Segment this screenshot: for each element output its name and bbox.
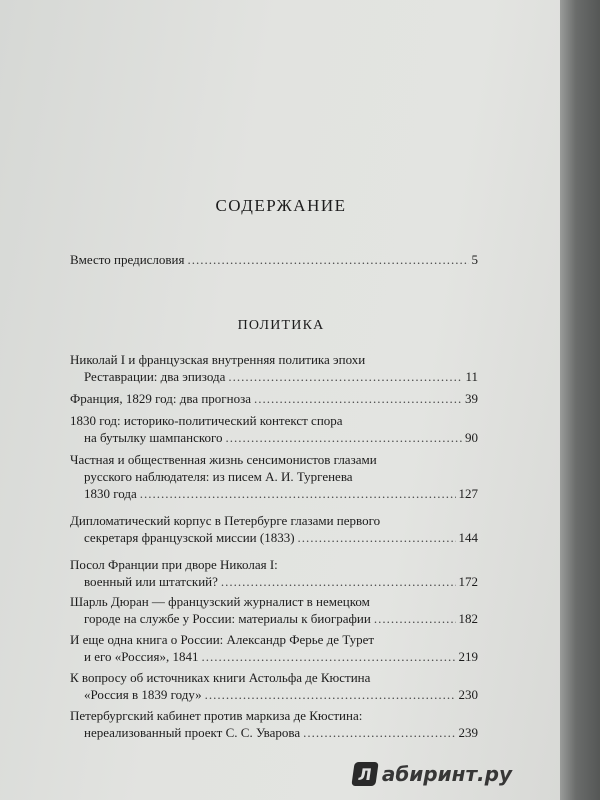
toc-entry bbox=[70, 631, 478, 665]
toc-entry-line: Петербургский кабинет против маркиза де Кюстина: bbox=[70, 708, 363, 723]
toc-entry-text: Вместо предисловия bbox=[70, 252, 185, 267]
page-title: СОДЕРЖАНИЕ bbox=[215, 196, 347, 215]
toc-page-number: 219 bbox=[458, 649, 478, 664]
page-edge-shadow bbox=[560, 0, 600, 800]
leader-dots bbox=[205, 686, 456, 703]
toc-entry bbox=[70, 556, 478, 590]
leader-dots bbox=[303, 724, 455, 741]
toc-entry-line: секретаря французской миссии (1833) bbox=[84, 530, 295, 545]
toc-entry-line: Франция, 1829 год: два прогноза bbox=[70, 391, 252, 406]
toc-entry bbox=[70, 351, 478, 385]
watermark-logo bbox=[353, 762, 512, 786]
leader-dots bbox=[298, 529, 456, 546]
toc-entry-line: городе на службе у России: материалы к биографии bbox=[84, 611, 371, 626]
leader-dots bbox=[187, 251, 468, 268]
toc-entry-line: и его «Россия», 1841 bbox=[84, 649, 199, 664]
toc-entry-line: К вопросу об источниках книги Астольфа де Кюстина bbox=[70, 670, 371, 685]
toc-entry bbox=[70, 390, 478, 407]
toc-entry bbox=[70, 707, 478, 741]
toc-entry-line: 1830 год: историко-политический контекст спора bbox=[70, 413, 343, 428]
toc-page-number: 172 bbox=[458, 574, 478, 589]
toc-entry-line: Шарль Дюран — французский журналист в немецком bbox=[70, 594, 370, 609]
leader-dots bbox=[201, 648, 455, 665]
leader-dots bbox=[226, 429, 462, 446]
toc-entry-preface bbox=[70, 251, 478, 268]
toc-entry-line: 1830 года bbox=[84, 486, 137, 501]
leader-dots bbox=[374, 610, 456, 627]
leader-dots bbox=[221, 573, 456, 590]
toc-entry bbox=[70, 451, 478, 502]
leader-dots bbox=[254, 390, 462, 407]
toc-entry bbox=[70, 512, 478, 546]
toc-entry-line: «Россия в 1839 году» bbox=[84, 687, 202, 702]
leader-dots bbox=[228, 368, 462, 385]
toc-entry-line: нереализованный проект С. С. Уварова bbox=[84, 725, 301, 740]
toc-page-number: 239 bbox=[458, 725, 478, 740]
toc-entry-line: Частная и общественная жизнь сенсимонистов глазами bbox=[70, 452, 377, 467]
section-heading: ПОЛИТИКА bbox=[237, 318, 325, 333]
toc-entry-line: Николай I и французская внутренняя политика эпохи bbox=[70, 352, 366, 367]
toc-entry-line: Посол Франции при дворе Николая I: bbox=[70, 557, 278, 572]
toc-entry-line: Дипломатический корпус в Петербурге глазами первого bbox=[70, 513, 381, 528]
toc-page-number: 182 bbox=[458, 611, 478, 626]
logo-text: абиринт.ру bbox=[381, 762, 512, 786]
leader-dots bbox=[140, 485, 456, 502]
toc-entry bbox=[70, 412, 478, 446]
toc-entry-line: Реставрации: два эпизода bbox=[84, 369, 226, 384]
toc-entry-line: русского наблюдателя: из писем А. И. Тургенева bbox=[84, 469, 353, 484]
toc-entry bbox=[70, 669, 478, 703]
toc-page-number: 127 bbox=[458, 486, 478, 501]
toc-page-number: 5 bbox=[471, 252, 478, 267]
toc-entry-line: на бутылку шампанского bbox=[84, 430, 223, 445]
toc-page-number: 90 bbox=[465, 430, 478, 445]
toc-page-number: 144 bbox=[458, 530, 478, 545]
toc-page-number: 11 bbox=[465, 369, 478, 384]
toc-entry-line: военный или штатский? bbox=[84, 574, 218, 589]
toc-page-number: 230 bbox=[458, 687, 478, 702]
toc-page-number: 39 bbox=[465, 391, 478, 406]
toc-entry bbox=[70, 593, 478, 627]
toc-entry-line: И еще одна книга о России: Александр Ферье де Турет bbox=[70, 632, 375, 647]
logo-mark: Л bbox=[351, 762, 378, 786]
